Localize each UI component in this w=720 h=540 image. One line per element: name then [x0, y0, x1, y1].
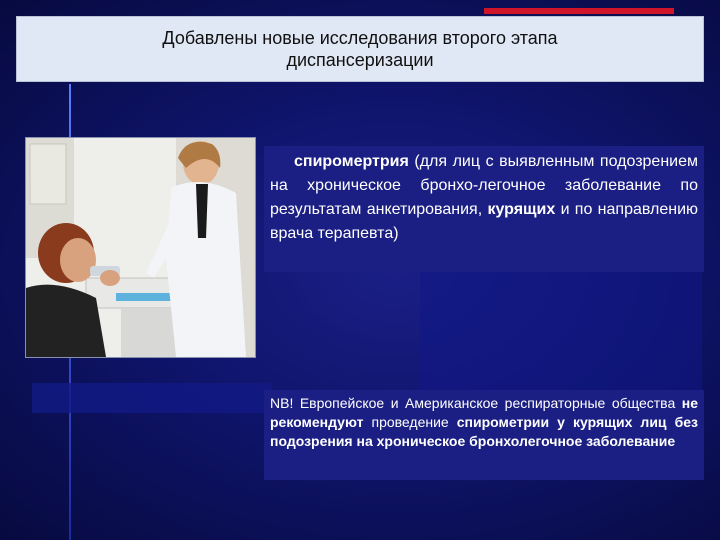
spirometry-term: спиромертрия — [294, 153, 409, 170]
p2-text-a: NB! Европейское и Американское респираторные общества — [270, 395, 682, 411]
spirometry-paragraph — [264, 146, 704, 272]
spirometry-photo — [25, 137, 256, 358]
p1-text-a: (для лиц с выявленным подозрением на хроническое бронхо-легочное заболевание по результатам анкетирования, — [270, 153, 698, 218]
p2-bold-a: не рекомендуют — [270, 395, 698, 430]
p2-text-b: проведение — [363, 414, 457, 430]
decorative-shadow — [32, 383, 272, 413]
title-line-1: Добавлены новые исследования второго этапа — [162, 28, 558, 48]
accent-bar — [484, 8, 674, 14]
nb-paragraph — [264, 390, 704, 480]
slide-title — [16, 16, 704, 82]
title-line-2: диспансеризации — [286, 50, 434, 70]
p2-bold-b: спирометрии у курящих лиц без подозрения на хроническое бронхолегочное заболевание — [270, 414, 698, 449]
spirometry-illustration — [26, 138, 255, 357]
smokers-term: курящих — [487, 201, 556, 218]
p1-text-b: и по направлению врача терапевта) — [270, 201, 699, 242]
